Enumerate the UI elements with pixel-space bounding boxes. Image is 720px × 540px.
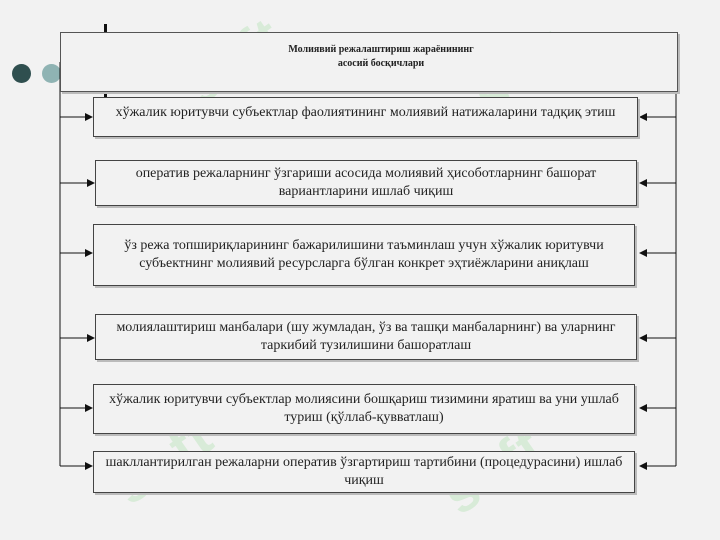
step-box-5: хўжалик юритувчи субъектлар молиясини бошқариш тизимини яратиш ва уни ушлаб туриш (қўллаб-қувватлаш) (93, 384, 635, 434)
title-line-2: асосий босқичлари (337, 58, 425, 69)
step-box-3: ўз режа топшириқларининг бажарилишини таъминлаш учун хўжалик юритувчи субъектнинг молиявий ресурсларга бўлган конкрет эҳтиёжларини аниқлаш (93, 224, 635, 286)
step-box-4: молиялаштириш манбалари (шу жумладан, ўз ва ташқи манбаларнинг) ва уларнинг таркибий тузилишини башоратлаш (95, 314, 637, 360)
diagram-title (201, 43, 561, 71)
step-box-6: шакллантирилган режаларни оператив ўзгартириш тартибини (процедурасини) ишлаб чиқиш (93, 451, 635, 493)
step-box-2: оператив режаларнинг ўзгариши асосида молиявий ҳисоботларнинг башорат вариантларини ишлаб чиқиш (95, 160, 637, 206)
title-line-1: Молиявий режалаштириш жараёнининг (288, 44, 474, 55)
diagram-header (60, 32, 678, 92)
step-box-1: хўжалик юритувчи субъектлар фаолиятининг молиявий натижаларини тадқиқ этиш (93, 97, 638, 137)
